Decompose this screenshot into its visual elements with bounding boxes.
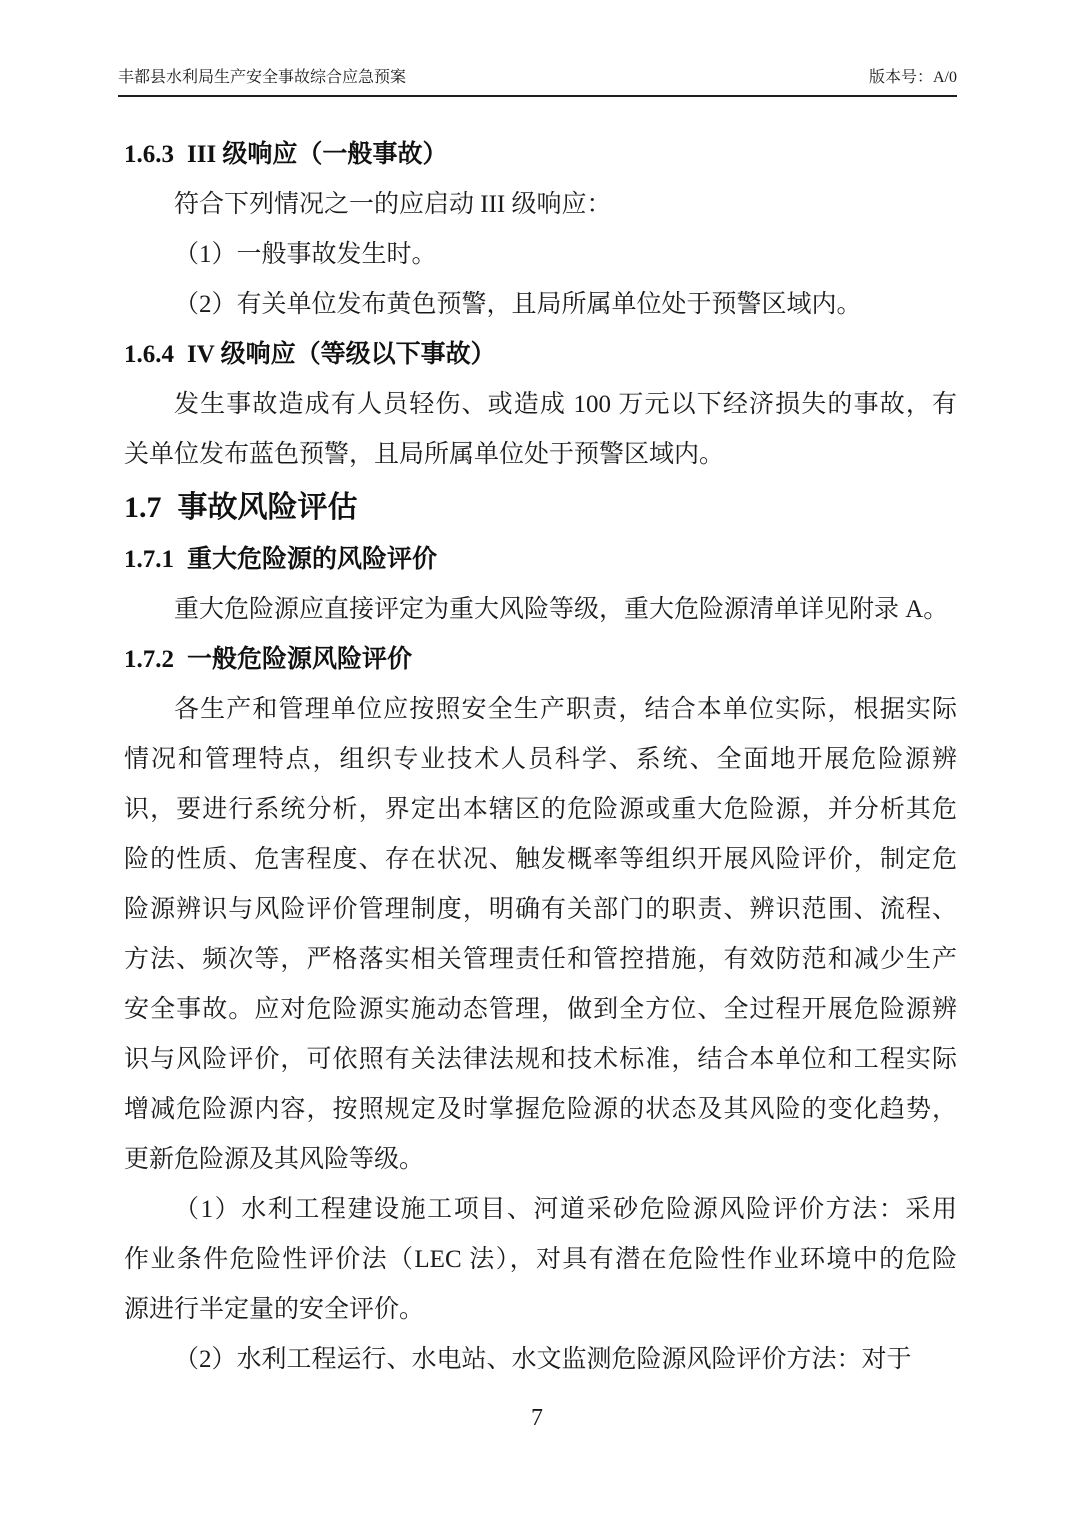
- body-line: 各生产和管理单位应按照安全生产职责，结合本单位实际，根据实际: [174, 696, 957, 723]
- body-line: 安全事故。应对危险源实施动态管理，做到全方位、全过程开展危险源辨: [124, 996, 957, 1023]
- heading-text: 事故风险评估: [177, 491, 358, 524]
- heading-text: 一般危险源风险评价: [187, 646, 413, 673]
- heading-text: IV 级响应（等级以下事故）: [187, 341, 496, 368]
- heading-text: 重大危险源的风险评价: [187, 546, 438, 573]
- body-line: 险的性质、危害程度、存在状况、触发概率等组织开展风险评价，制定危: [124, 846, 957, 873]
- version-label: 版本号：A/0: [868, 69, 957, 86]
- body-line: （2）水利工程运行、水电站、水文监测危险源风险评价方法：对于: [174, 1346, 912, 1373]
- subsection-heading: [124, 535, 957, 585]
- body-line: 方法、频次等，严格落实相关管理责任和管控措施，有效防范和减少生产: [124, 946, 957, 973]
- heading-number: 1.7: [124, 491, 162, 524]
- body-line: 重大危险源应直接评定为重大风险等级，重大危险源清单详见附录 A。: [174, 596, 949, 623]
- page-number: 7: [531, 1405, 543, 1431]
- heading-text: III 级响应（一般事故）: [187, 141, 448, 168]
- section-heading: [124, 480, 957, 535]
- body-line: 发生事故造成有人员轻伤、或造成 100 万元以下经济损失的事故，有: [174, 391, 957, 418]
- heading-number: 1.6.3: [124, 141, 174, 168]
- body-line: 关单位发布蓝色预警，且局所属单位处于预警区域内。: [124, 441, 725, 468]
- document-body: [124, 130, 957, 1385]
- page-header: [118, 68, 957, 97]
- body-line: 情况和管理特点，组织专业技术人员科学、系统、全面地开展危险源辨: [124, 746, 957, 773]
- body-line: （1）水利工程建设施工项目、河道采砂危险源风险评价方法：采用: [174, 1196, 957, 1223]
- body-line: 识，要进行系统分析，界定出本辖区的危险源或重大危险源，并分析其危: [124, 796, 957, 823]
- subsection-heading: [124, 635, 957, 685]
- heading-number: 1.6.4: [124, 341, 174, 368]
- body-line: 识与风险评价，可依照有关法律法规和技术标准，结合本单位和工程实际: [124, 1046, 957, 1073]
- body-line: 险源辨识与风险评价管理制度，明确有关部门的职责、辨识范围、流程、: [124, 896, 957, 923]
- heading-number: 1.7.1: [124, 546, 174, 573]
- body-line: 增减危险源内容，按照规定及时掌握危险源的状态及其风险的变化趋势，: [124, 1096, 957, 1123]
- heading-number: 1.7.2: [124, 646, 174, 673]
- body-line: 源进行半定量的安全评价。: [124, 1296, 425, 1323]
- subsection-heading: [124, 130, 957, 180]
- body-line: （1）一般事故发生时。: [174, 241, 437, 268]
- body-line: 符合下列情况之一的应启动 III 级响应：: [174, 191, 612, 218]
- body-line: （2）有关单位发布黄色预警，且局所属单位处于预警区域内。: [174, 291, 862, 318]
- subsection-heading: [124, 330, 957, 380]
- body-line: 更新危险源及其风险等级。: [124, 1146, 425, 1173]
- document-title: 丰都县水利局生产安全事故综合应急预案: [118, 69, 407, 86]
- page-footer: [0, 1403, 1074, 1433]
- body-line: 作业条件危险性评价法（LEC 法），对具有潜在危险性作业环境中的危险: [124, 1246, 957, 1273]
